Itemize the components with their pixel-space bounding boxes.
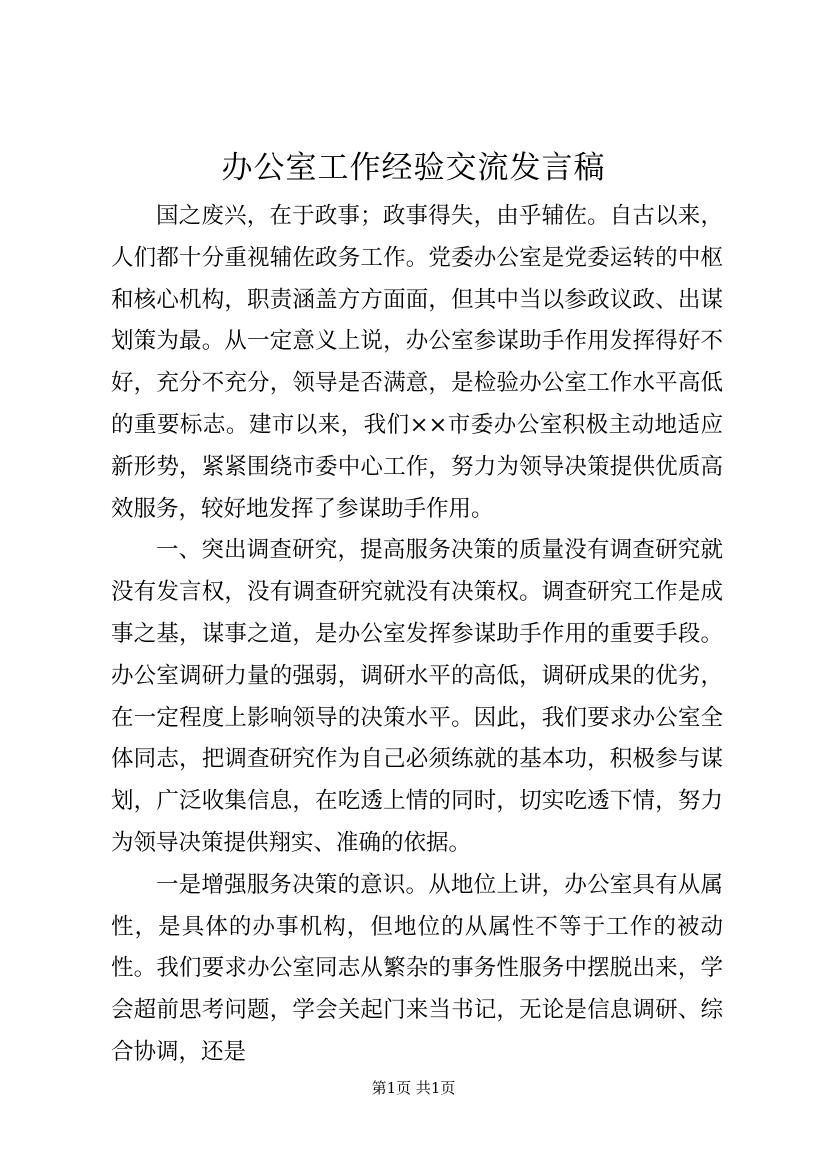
document-title: 办公室工作经验交流发言稿 xyxy=(221,150,606,186)
document-body xyxy=(111,196,723,1074)
paragraph: 国之废兴，在于政事；政事得失，由乎辅佐。自古以来，人们都十分重视辅佐政务工作。党委办公室是党委运转的中枢和核心机构，职责涵盖方方面面，但其中当以参政议政、出谋划策为最。从一定意义上说，办公室参谋助手作用发挥得好不好，充分不充分，领导是否满意，是检验办公室工作水平高低的重要标志。建市以来，我们××市委办公室积极主动地适应新形势，紧紧围绕市委中心工作，努力为领导决策提供优质高效服务，较好地发挥了参谋助手作用。 xyxy=(111,203,723,522)
paragraph: 一是增强服务决策的意识。从地位上讲，办公室具有从属性，是具体的办事机构，但地位的从属性不等于工作的被动性。我们要求办公室同志从繁杂的事务性服务中摆脱出来，学会超前思考问题，学会关起门来当书记，无论是信息调研、综合协调，还是 xyxy=(111,871,723,1065)
page-footer: 第1页 共1页 xyxy=(371,1079,456,1097)
paragraph: 一、突出调查研究，提高服务决策的质量没有调查研究就没有发言权，没有调查研究就没有决策权。调查研究工作是成事之基，谋事之道，是办公室发挥参谋助手作用的重要手段。办公室调研力量的强弱，调研水平的高低，调研成果的优劣，在一定程度上影响领导的决策水平。因此，我们要求办公室全体同志，把调查研究作为自己必须练就的基本功，积极参与谋划，广泛收集信息，在吃透上情的同时，切实吃透下情，努力为领导决策提供翔实、准确的依据。 xyxy=(111,537,723,856)
